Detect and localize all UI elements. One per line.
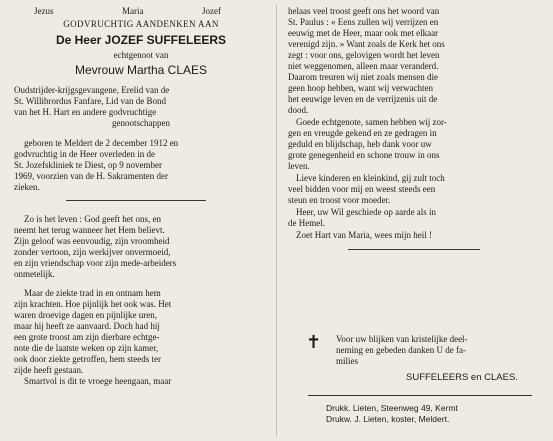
text-line: Zijn geloof was eenvoudig, zijn vroomheid xyxy=(14,236,170,246)
text-line: een grote troost am zijn dierbare echtge- xyxy=(14,332,160,342)
text-line: niet weggenomen, alleen maar veranderd. xyxy=(288,61,439,71)
text-line: St. Paulus : « Eens zullen wij verrijzen en xyxy=(288,17,439,27)
bio-line: zieken. xyxy=(14,182,40,192)
saint-jezus: Jezus xyxy=(34,6,54,16)
text-line: en zijn vriendschap voor zijn mede-arbeiders xyxy=(14,258,177,268)
text-line: Lieve kinderen en kleinkind, gij zult toch xyxy=(296,173,445,183)
text-line: dood. xyxy=(288,105,309,115)
divider xyxy=(66,200,206,201)
bio-line: 1969, voorzien van de H. Sakramenten der xyxy=(14,171,168,181)
saint-jozef: Jozef xyxy=(202,6,221,16)
text-line: eeuwig met de Heer, maar ook met elkaar xyxy=(288,28,439,38)
spouse-intro: echtgenoot van xyxy=(113,50,169,60)
thanks-line: Voor uw blijken van kristelijke deel- xyxy=(336,334,468,344)
text-line: leven. xyxy=(288,161,310,171)
fold-line xyxy=(276,4,277,437)
text-line: geen hoop hebben, want wij verwachten xyxy=(288,83,433,93)
bio-line: geboren te Meldert de 2 december 1912 en xyxy=(24,138,179,148)
honors-line: genootschappen xyxy=(112,118,170,128)
text-line: maar hij heeft ze aanvaard. Doch had hij xyxy=(14,321,160,331)
text-line: Zo is het leven : God geeft het ons, en xyxy=(24,214,161,224)
honors-line: van het H. Hart en andere godvruchtige xyxy=(14,107,157,117)
text-line: note die de laatste weken op zijn kamer, xyxy=(14,343,159,353)
text-line: waren droevige dagen en pijnlijke uren, xyxy=(14,310,157,320)
thanks-line: neming en gebeden danken U de fa- xyxy=(336,345,466,355)
text-line: Goede echtgenote, samen hebben wij zor- xyxy=(296,117,447,127)
text-line: gen en vreugde gekend en ze gedragen in xyxy=(288,128,437,138)
cross-icon: ✝ xyxy=(306,332,322,352)
bio-line: St. Jozefskliniek te Diest, op 9 november xyxy=(14,160,162,170)
text-line: neemt het terug wanneer het Hem believt. xyxy=(14,225,165,235)
text-line: zegt : voor ons, gelovigen wordt het leven xyxy=(288,50,440,60)
text-line: grote genegenheid en schone trouw in ons xyxy=(288,150,440,160)
text-line: Heer, uw Wil geschiede op aarde als in xyxy=(296,207,437,217)
text-line: Daarom treuren wij niet zoals mensen die xyxy=(288,72,438,82)
printer-divider xyxy=(308,395,532,396)
text-line: Smartvol is dit te vroege heengaan, maar xyxy=(24,376,172,386)
spouse-name: Mevrouw Martha CLAES xyxy=(74,63,208,77)
honors-line: Oudstrijder-krijgsgevangene, Erelid van de xyxy=(14,85,170,95)
printer-line: Drukw. J. Lieten, koster, Meldert. xyxy=(326,414,450,424)
text-line: ook door ziekte getroffen, hem steeds ter xyxy=(14,354,162,364)
text-line: het eeuwige leven en de verrijzenis uit de xyxy=(288,94,438,104)
bio-line: godvruchtig in de Heer overleden in de xyxy=(14,149,155,159)
text-line: veel bidden voor mij en weest steeds een xyxy=(288,184,436,194)
text-line: onmetelijk. xyxy=(14,269,55,279)
memorial-heading: GODVRUCHTIG AANDENKEN AAN xyxy=(63,19,219,29)
saint-maria: Maria xyxy=(122,6,144,16)
printer-line: Drukk. Lieten, Steenweg 49, Kermt xyxy=(326,403,458,413)
text-line: verenigd zijn. » Want zoals de Kerk het ons xyxy=(288,39,445,49)
honors-line: St. Willibrordus Fanfare, Lid van de Bond xyxy=(14,96,166,106)
text-line: Maar de ziekte trad in en ontnam hem xyxy=(24,288,161,298)
text-line: helaas veel troost geeft ons het woord van xyxy=(288,6,440,16)
divider xyxy=(348,249,480,250)
text-line: zijn krachten. Hoe pijnlijk het ook was. Het xyxy=(14,299,172,309)
text-line: geduld en blijdschap, heb dank voor uw xyxy=(288,139,432,149)
family-names: SUFFELEERS en CLAES. xyxy=(406,372,518,383)
text-line: zijde heeft gestaan. xyxy=(14,365,84,375)
text-line: de Hemel. xyxy=(288,218,325,228)
prayer-line: Zoet Hart van Maria, wees mijn heil ! xyxy=(296,230,432,240)
text-line: zonder vertoon, zijn werkijver onvermoeid, xyxy=(14,247,171,257)
text-line: steun en troost voor moeder. xyxy=(288,195,391,205)
thanks-line: milies xyxy=(336,356,358,366)
deceased-name: De Heer JOZEF SUFFELEERS xyxy=(55,33,227,47)
